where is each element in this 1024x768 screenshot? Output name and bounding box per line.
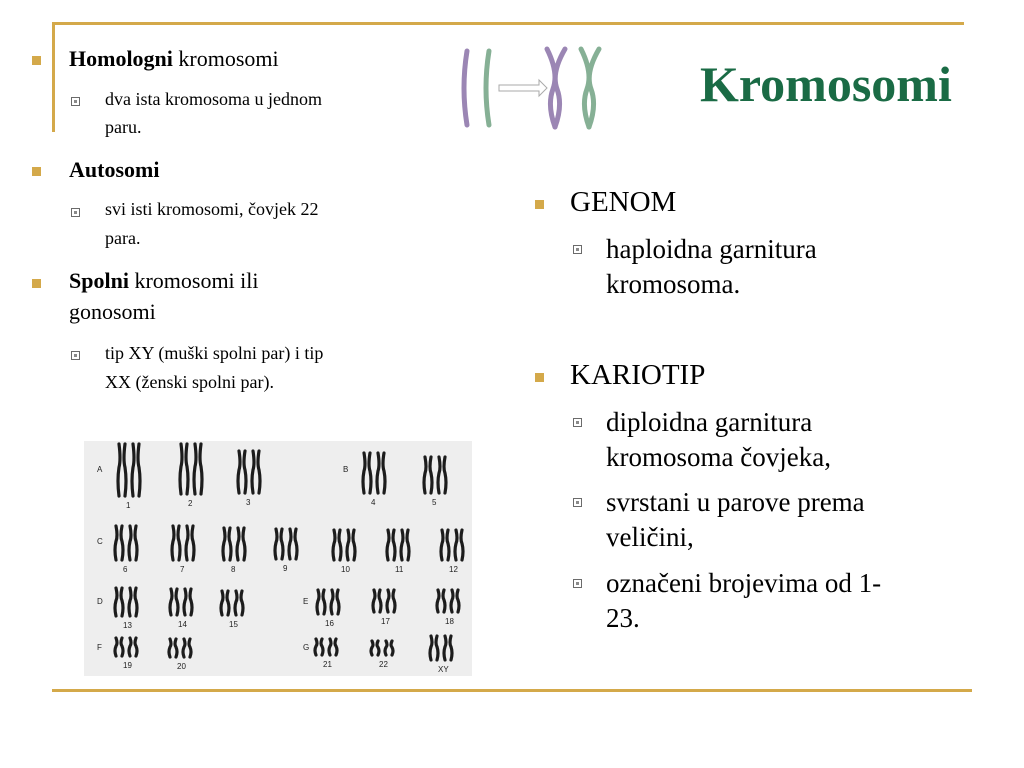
chromosome-x-left-b [555, 49, 565, 127]
homologni-desc-line2: paru. [105, 117, 142, 137]
bullet-icon [535, 373, 544, 382]
bullet-icon [32, 167, 41, 176]
bullet-icon [32, 56, 41, 65]
chromosome-x-right-b [589, 49, 599, 127]
karyotype-number-label: 14 [178, 620, 187, 629]
karyotype-group-label: F [97, 643, 102, 652]
karyotype-number-label: 19 [123, 661, 132, 670]
sub-bullet-icon [573, 418, 582, 427]
kariotip-desc-3-line2: 23. [606, 603, 640, 633]
karyotype-number-label: 11 [395, 565, 404, 574]
sub-bullet-icon [573, 498, 582, 507]
karyotype-number-label: 17 [381, 617, 390, 626]
karyotype-number-label: 16 [325, 619, 334, 628]
bullet-icon [32, 279, 41, 288]
chromatid-left [464, 51, 467, 125]
genom-heading: GENOM [570, 186, 677, 218]
genom-desc-line2: kromosoma. [606, 269, 741, 299]
homologous-pair-diagram [455, 43, 605, 133]
bottom-rule [52, 689, 972, 692]
karyotype-number-label: 8 [231, 565, 236, 574]
karyotype-group-label: A [97, 465, 103, 474]
karyotype-number-label: 4 [371, 498, 376, 507]
karyotype-number-label: 10 [341, 565, 350, 574]
karyotype-group-label: G [303, 643, 310, 652]
karyotype-number-label: XY [438, 665, 449, 674]
karyotype-number-label: 15 [229, 620, 238, 629]
autosomi-heading: Autosomi [69, 157, 160, 182]
kariotip-desc-2-line2: veličini, [606, 522, 694, 552]
karyotype-number-label: 21 [323, 660, 332, 669]
spolni-heading-line1: Spolni kromosomi ili [69, 268, 259, 293]
karyotype-number-label: 2 [188, 499, 193, 508]
karyotype-number-label: 18 [445, 617, 454, 626]
karyotype-image [84, 441, 472, 676]
bullet-icon [535, 200, 544, 209]
kariotip-desc-1-line2: kromosoma čovjeka, [606, 442, 831, 472]
autosomi-desc-line2: para. [105, 228, 141, 248]
chromatid-right [486, 51, 489, 125]
karyotype-number-label: 5 [432, 498, 437, 507]
chromosome-x-right-a [581, 49, 589, 127]
genom-desc-line1: haploidna garnitura [606, 234, 817, 264]
spolni-heading-line2: gonosomi [69, 299, 156, 324]
sub-bullet-icon [71, 208, 80, 217]
kariotip-desc-2-line1: svrstani u parove prema [606, 487, 865, 517]
karyotype-group-label: B [343, 465, 349, 474]
karyotype-number-label: 6 [123, 565, 128, 574]
sub-bullet-icon [71, 97, 80, 106]
sub-bullet-icon [573, 245, 582, 254]
spolni-desc-line1: tip XY (muški spolni par) i tip [105, 343, 324, 363]
karyotype-number-label: 20 [177, 662, 186, 671]
kariotip-desc-3-line1: označeni brojevima od 1- [606, 568, 882, 598]
karyotype-number-label: 3 [246, 498, 251, 507]
kariotip-desc-1-line1: diploidna garnitura [606, 407, 813, 437]
homologni-heading: Homologni kromosomi [69, 46, 279, 71]
karyotype-number-label: 13 [123, 621, 132, 630]
karyotype-number-label: 22 [379, 660, 388, 669]
spolni-desc-line2: XX (ženski spolni par). [105, 372, 274, 392]
karyotype-group-label: E [303, 597, 309, 606]
sub-bullet-icon [71, 351, 80, 360]
autosomi-desc-line1: svi isti kromosomi, čovjek 22 [105, 199, 319, 219]
karyotype-number-label: 1 [126, 501, 131, 510]
karyotype-number-label: 7 [180, 565, 185, 574]
karyotype-group-label: C [97, 537, 103, 546]
karyotype-group-label: D [97, 597, 103, 606]
chromosome-x-left-a [547, 49, 555, 127]
left-vertical-rule [52, 22, 55, 132]
sub-bullet-icon [573, 579, 582, 588]
karyotype-number-label: 9 [283, 564, 288, 573]
homologni-desc-line1: dva ista kromosoma u jednom [105, 89, 322, 109]
top-rule [52, 22, 964, 25]
kariotip-heading: KARIOTIP [570, 359, 706, 391]
slide-title: Kromosomi [700, 56, 952, 112]
arrow-icon [499, 80, 547, 96]
karyotype-number-label: 12 [449, 565, 458, 574]
